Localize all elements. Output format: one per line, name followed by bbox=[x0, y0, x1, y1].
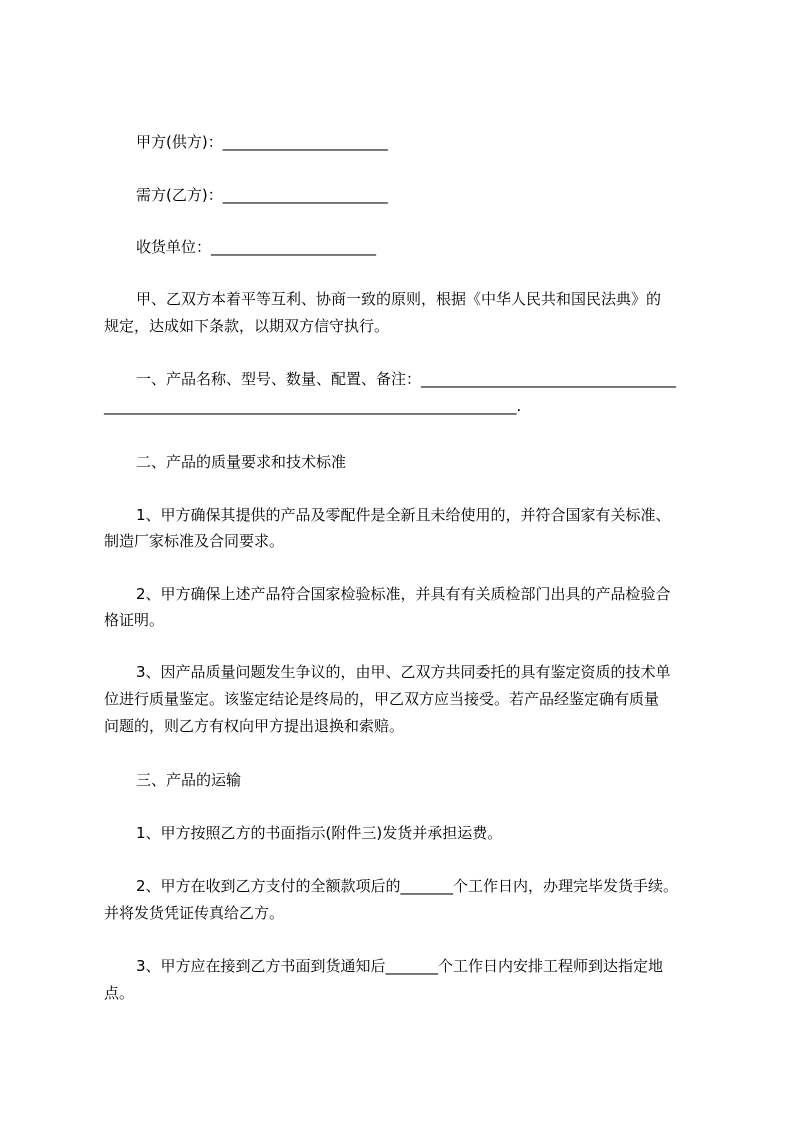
section1-line-1: 一、产品名称、型号、数量、配置、备注：__________________________________ bbox=[136, 370, 677, 388]
section3-item3-line-2: 点。 bbox=[104, 984, 135, 1002]
section2-item3-line-2: 位进行质量鉴定。该鉴定结论是终局的，甲乙双方应当接受。若产品经鉴定确有质量 bbox=[104, 690, 660, 708]
receiver-field: 收货单位：______________________ bbox=[136, 238, 377, 256]
section2-heading: 二、产品的质量要求和技术标准 bbox=[136, 453, 347, 471]
section3-item2-line-2: 并将发货凭证传真给乙方。 bbox=[104, 904, 285, 922]
section2-item3-line-1: 3、因产品质量问题发生争议的，由甲、乙双方共同委托的具有鉴定资质的技术单 bbox=[136, 663, 671, 681]
party-a-field: 甲方(供方)：______________________ bbox=[136, 133, 388, 151]
section3-heading: 三、产品的运输 bbox=[136, 771, 242, 789]
section2-item3-line-3: 问题的，则乙方有权向甲方提出退换和索赔。 bbox=[104, 717, 405, 735]
section3-item2-line-1: 2、甲方在收到乙方支付的全额款项后的_______个工作日内，办理完毕发货手续。 bbox=[136, 877, 679, 895]
intro-line-2: 规定，达成如下条款，以期双方信守执行。 bbox=[104, 317, 390, 335]
section2-item2-line-1: 2、甲方确保上述产品符合国家检验标准，并具有有关质检部门出具的产品检验合 bbox=[136, 585, 671, 603]
intro-line-1: 甲、乙双方本着平等互利、协商一致的原则，根据《中华人民共和国民法典》的 bbox=[136, 290, 662, 308]
section2-item1-line-1: 1、甲方确保其提供的产品及零配件是全新且未给使用的，并符合国家有关标准、 bbox=[136, 506, 671, 524]
section1-line-2: _______________________________________________________. bbox=[104, 397, 522, 415]
section2-item1-line-2: 制造厂家标准及合同要求。 bbox=[104, 532, 285, 550]
party-b-field: 需方(乙方)：______________________ bbox=[136, 186, 388, 204]
section3-item3-line-1: 3、甲方应在接到乙方书面到货通知后_______个工作日内安排工程师到达指定地 bbox=[136, 957, 664, 975]
section3-item1-line-1: 1、甲方按照乙方的书面指示(附件三)发货并承担运费。 bbox=[136, 824, 503, 842]
section2-item2-line-2: 格证明。 bbox=[104, 611, 165, 629]
